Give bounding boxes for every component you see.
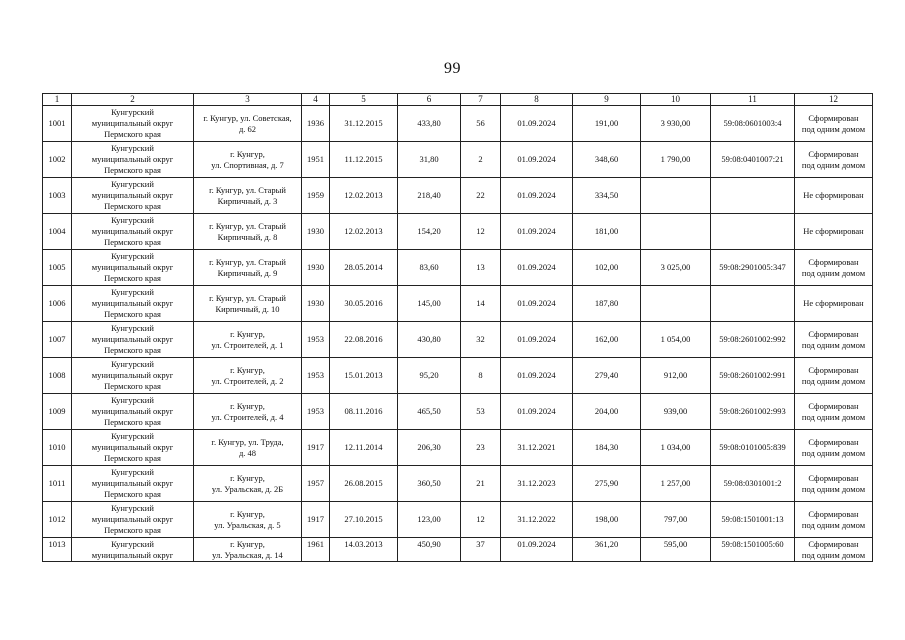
municipality-cell-line: муниципальный округ: [91, 226, 174, 236]
cadastral-number-cell: 59:08:0301001:2: [711, 466, 795, 502]
row-number: 1008: [43, 358, 72, 394]
municipality-cell: [72, 538, 194, 562]
cadastral-number-cell: [711, 178, 795, 214]
municipality-cell-line: Кунгурский: [111, 107, 154, 117]
land-area-cell: [641, 178, 711, 214]
address-cell: [194, 106, 302, 142]
address-cell-line: ул. Строителей, д. 1: [211, 339, 284, 350]
municipality-cell-line: Пермского края: [104, 453, 161, 463]
municipality-cell: [72, 502, 194, 538]
row-number: 1012: [43, 502, 72, 538]
column-header: 9: [573, 94, 641, 106]
status-cell-line: Не сформирован: [803, 226, 864, 236]
count-cell: 22: [461, 178, 501, 214]
deadline-cell: 01.09.2024: [501, 286, 573, 322]
status-cell-line: под одним домом: [801, 483, 866, 494]
address-cell-line: Кирпичный, д. 8: [217, 231, 278, 242]
municipality-cell-line: Кунгурский: [111, 287, 154, 297]
address-cell: [194, 538, 302, 562]
year-cell: 1951: [302, 142, 330, 178]
address-cell: [194, 502, 302, 538]
status-cell-line: Сформирован: [808, 400, 859, 411]
cadastral-number-cell: 59:08:0401007:21: [711, 142, 795, 178]
area-cell: 465,50: [398, 394, 461, 430]
cadastral-number-cell: [711, 286, 795, 322]
date-cell: 14.03.2013: [330, 538, 398, 562]
value-cell: 361,20: [573, 538, 641, 562]
date-cell: 26.08.2015: [330, 466, 398, 502]
date-cell: 30.05.2016: [330, 286, 398, 322]
municipality-cell-line: муниципальный округ: [91, 550, 174, 560]
municipality-cell-line: Пермского края: [104, 165, 161, 175]
address-cell-line: г. Кунгур,: [230, 364, 265, 375]
status-cell: [795, 394, 873, 430]
status-cell: [795, 502, 873, 538]
status-cell-line: Сформирован: [808, 436, 859, 447]
date-cell: 15.01.2013: [330, 358, 398, 394]
status-cell-line: Сформирован: [808, 539, 859, 549]
year-cell: 1959: [302, 178, 330, 214]
deadline-cell: 01.09.2024: [501, 250, 573, 286]
deadline-cell: 31.12.2021: [501, 430, 573, 466]
table-row: [43, 394, 873, 430]
year-cell: 1961: [302, 538, 330, 562]
address-cell-line: г. Кунгур, ул. Старый: [209, 184, 286, 195]
area-cell: 360,50: [398, 466, 461, 502]
count-cell: 32: [461, 322, 501, 358]
area-cell: 206,30: [398, 430, 461, 466]
address-cell-line: г. Кунгур,: [230, 472, 265, 483]
area-cell: 430,80: [398, 322, 461, 358]
municipality-cell-line: Пермского края: [104, 489, 161, 499]
count-cell: 53: [461, 394, 501, 430]
count-cell: 21: [461, 466, 501, 502]
municipality-cell-line: Кунгурский: [111, 179, 154, 189]
municipality-cell-line: Кунгурский: [111, 431, 154, 441]
municipality-cell-line: Кунгурский: [111, 215, 154, 225]
municipality-cell-line: Пермского края: [104, 201, 161, 211]
land-area-cell: 3 025,00: [641, 250, 711, 286]
address-cell-line: г. Кунгур,: [230, 400, 265, 411]
municipality-cell-line: Пермского края: [104, 309, 161, 319]
municipality-cell-line: муниципальный округ: [91, 262, 174, 272]
year-cell: 1930: [302, 250, 330, 286]
area-cell: 145,00: [398, 286, 461, 322]
address-cell: [194, 466, 302, 502]
address-cell: [194, 430, 302, 466]
table-row: [43, 358, 873, 394]
land-area-cell: 1 054,00: [641, 322, 711, 358]
status-cell-line: под одним домом: [801, 411, 866, 422]
count-cell: 13: [461, 250, 501, 286]
count-cell: 12: [461, 214, 501, 250]
address-cell-line: ул. Спортивная, д. 7: [211, 159, 284, 170]
deadline-cell: 01.09.2024: [501, 214, 573, 250]
row-number: 1004: [43, 214, 72, 250]
address-cell: [194, 394, 302, 430]
table-row: [43, 178, 873, 214]
date-cell: 12.02.2013: [330, 178, 398, 214]
municipality-cell-line: Кунгурский: [111, 467, 154, 477]
status-cell-line: Сформирован: [808, 364, 859, 375]
date-cell: 08.11.2016: [330, 394, 398, 430]
deadline-cell: 31.12.2023: [501, 466, 573, 502]
deadline-cell: 01.09.2024: [501, 106, 573, 142]
row-number: 1001: [43, 106, 72, 142]
value-cell: 275,90: [573, 466, 641, 502]
municipality-cell-line: муниципальный округ: [91, 118, 174, 128]
column-header: 6: [398, 94, 461, 106]
status-cell-line: под одним домом: [801, 123, 866, 134]
status-cell-line: Не сформирован: [803, 298, 864, 308]
row-number: 1005: [43, 250, 72, 286]
table-row: [43, 142, 873, 178]
area-cell: 450,90: [398, 538, 461, 562]
page-number: 99: [444, 60, 461, 77]
municipality-cell: [72, 394, 194, 430]
status-cell-line: Сформирован: [808, 148, 859, 159]
value-cell: 198,00: [573, 502, 641, 538]
municipality-cell: [72, 466, 194, 502]
address-cell-line: Кирпичный, д. 10: [215, 303, 280, 314]
column-header: 5: [330, 94, 398, 106]
cadastral-number-cell: 59:08:2601002:993: [711, 394, 795, 430]
value-cell: 279,40: [573, 358, 641, 394]
column-header: 8: [501, 94, 573, 106]
date-cell: 28.05.2014: [330, 250, 398, 286]
municipality-cell-line: муниципальный округ: [91, 298, 174, 308]
municipality-cell: [72, 430, 194, 466]
municipality-cell-line: муниципальный округ: [91, 334, 174, 344]
year-cell: 1936: [302, 106, 330, 142]
table-row: [43, 106, 873, 142]
status-cell: [795, 430, 873, 466]
cadastral-number-cell: 59:08:1501001:13: [711, 502, 795, 538]
address-cell-line: ул. Строителей, д. 4: [211, 411, 284, 422]
column-header: 1: [43, 94, 72, 106]
status-cell-line: Сформирован: [808, 256, 859, 267]
municipality-cell: [72, 358, 194, 394]
municipality-cell-line: Кунгурский: [111, 359, 154, 369]
year-cell: 1953: [302, 322, 330, 358]
address-cell-line: г. Кунгур,: [230, 328, 265, 339]
cadastral-number-cell: [711, 214, 795, 250]
status-cell: [795, 250, 873, 286]
land-area-cell: 595,00: [641, 538, 711, 562]
status-cell: [795, 322, 873, 358]
row-number: 1003: [43, 178, 72, 214]
municipality-cell-line: Пермского края: [104, 345, 161, 355]
deadline-cell: 01.09.2024: [501, 142, 573, 178]
municipality-cell-line: Пермского края: [104, 525, 161, 535]
year-cell: 1953: [302, 358, 330, 394]
table-row: [43, 250, 873, 286]
row-number: 1013: [43, 538, 72, 562]
count-cell: 12: [461, 502, 501, 538]
address-cell-line: д. 48: [238, 447, 257, 458]
table-row: [43, 322, 873, 358]
column-header: 12: [795, 94, 873, 106]
status-cell-line: под одним домом: [801, 339, 866, 350]
address-cell-line: г. Кунгур, ул. Старый: [209, 256, 286, 267]
status-cell-line: под одним домом: [801, 447, 866, 458]
address-cell-line: г. Кунгур,: [230, 148, 265, 159]
municipality-cell: [72, 250, 194, 286]
deadline-cell: 01.09.2024: [501, 322, 573, 358]
address-cell-line: ул. Уральская, д. 5: [214, 519, 281, 530]
date-cell: 27.10.2015: [330, 502, 398, 538]
register-table: [42, 93, 873, 562]
land-area-cell: 939,00: [641, 394, 711, 430]
table-row: [43, 214, 873, 250]
municipality-cell-line: муниципальный округ: [91, 370, 174, 380]
deadline-cell: 01.09.2024: [501, 178, 573, 214]
count-cell: 56: [461, 106, 501, 142]
cadastral-number-cell: 59:08:0601003:4: [711, 106, 795, 142]
table-row: [43, 502, 873, 538]
municipality-cell-line: Пермского края: [104, 381, 161, 391]
municipality-cell: [72, 214, 194, 250]
area-cell: 123,00: [398, 502, 461, 538]
municipality-cell-line: муниципальный округ: [91, 190, 174, 200]
year-cell: 1957: [302, 466, 330, 502]
row-number: 1011: [43, 466, 72, 502]
address-cell-line: г. Кунгур,: [230, 508, 265, 519]
municipality-cell-line: муниципальный округ: [91, 478, 174, 488]
municipality-cell-line: муниципальный округ: [91, 442, 174, 452]
header-row: [43, 94, 873, 106]
count-cell: 8: [461, 358, 501, 394]
value-cell: 162,00: [573, 322, 641, 358]
value-cell: 181,00: [573, 214, 641, 250]
count-cell: 14: [461, 286, 501, 322]
land-area-cell: 1 034,00: [641, 430, 711, 466]
land-area-cell: 912,00: [641, 358, 711, 394]
date-cell: 31.12.2015: [330, 106, 398, 142]
municipality-cell-line: Кунгурский: [111, 323, 154, 333]
status-cell: [795, 106, 873, 142]
cadastral-number-cell: 59:08:1501005:60: [711, 538, 795, 562]
area-cell: 218,40: [398, 178, 461, 214]
column-header: 2: [72, 94, 194, 106]
count-cell: 23: [461, 430, 501, 466]
municipality-cell-line: муниципальный округ: [91, 406, 174, 416]
value-cell: 348,60: [573, 142, 641, 178]
municipality-cell-line: Пермского края: [104, 417, 161, 427]
status-cell-line: Сформирован: [808, 328, 859, 339]
status-cell-line: под одним домом: [801, 550, 866, 560]
area-cell: 83,60: [398, 250, 461, 286]
status-cell-line: Не сформирован: [803, 190, 864, 200]
land-area-cell: 797,00: [641, 502, 711, 538]
column-header: 3: [194, 94, 302, 106]
table-row: [43, 538, 873, 562]
municipality-cell-line: Кунгурский: [111, 251, 154, 261]
cadastral-number-cell: 59:08:2601002:992: [711, 322, 795, 358]
address-cell: [194, 142, 302, 178]
municipality-cell: [72, 106, 194, 142]
value-cell: 187,80: [573, 286, 641, 322]
status-cell-line: под одним домом: [801, 375, 866, 386]
area-cell: 31,80: [398, 142, 461, 178]
municipality-cell-line: муниципальный округ: [91, 514, 174, 524]
year-cell: 1917: [302, 502, 330, 538]
municipality-cell-line: Кунгурский: [111, 539, 154, 549]
address-cell-line: г. Кунгур, ул. Советская,: [203, 112, 292, 123]
column-header: 7: [461, 94, 501, 106]
address-cell: [194, 322, 302, 358]
municipality-cell: [72, 142, 194, 178]
row-number: 1007: [43, 322, 72, 358]
deadline-cell: 01.09.2024: [501, 358, 573, 394]
municipality-cell: [72, 286, 194, 322]
municipality-cell-line: Пермского края: [104, 237, 161, 247]
status-cell: [795, 142, 873, 178]
status-cell-line: под одним домом: [801, 267, 866, 278]
address-cell: [194, 358, 302, 394]
municipality-cell: [72, 178, 194, 214]
year-cell: 1917: [302, 430, 330, 466]
deadline-cell: 01.09.2024: [501, 394, 573, 430]
municipality-cell-line: Пермского края: [104, 273, 161, 283]
status-cell: [795, 466, 873, 502]
status-cell-line: Сформирован: [808, 508, 859, 519]
value-cell: 334,50: [573, 178, 641, 214]
table-row: [43, 466, 873, 502]
address-cell-line: ул. Уральская, д. 2Б: [211, 483, 284, 494]
address-cell-line: ул. Строителей, д. 2: [211, 375, 284, 386]
land-area-cell: [641, 286, 711, 322]
address-cell-line: Кирпичный, д. 3: [217, 195, 278, 206]
status-cell: [795, 538, 873, 562]
address-cell-line: г. Кунгур, ул. Труда,: [211, 436, 284, 447]
table-row: [43, 430, 873, 466]
row-number: 1006: [43, 286, 72, 322]
address-cell-line: г. Кунгур,: [230, 539, 265, 549]
cadastral-number-cell: 59:08:2601002:991: [711, 358, 795, 394]
address-cell: [194, 286, 302, 322]
date-cell: 12.02.2013: [330, 214, 398, 250]
count-cell: 2: [461, 142, 501, 178]
table-row: [43, 286, 873, 322]
address-cell-line: ул. Уральская, д. 14: [212, 550, 283, 560]
status-cell: [795, 178, 873, 214]
municipality-cell-line: Кунгурский: [111, 143, 154, 153]
municipality-cell: [72, 322, 194, 358]
value-cell: 204,00: [573, 394, 641, 430]
municipality-cell-line: муниципальный округ: [91, 154, 174, 164]
status-cell-line: под одним домом: [801, 519, 866, 530]
municipality-cell-line: Кунгурский: [111, 395, 154, 405]
year-cell: 1953: [302, 394, 330, 430]
row-number: 1009: [43, 394, 72, 430]
status-cell: [795, 286, 873, 322]
municipality-cell-line: Пермского края: [104, 129, 161, 139]
status-cell-line: Сформирован: [808, 472, 859, 483]
address-cell-line: д. 62: [238, 123, 257, 134]
municipality-cell-line: Кунгурский: [111, 503, 154, 513]
deadline-cell: 01.09.2024: [501, 538, 573, 562]
column-header: 10: [641, 94, 711, 106]
row-number: 1010: [43, 430, 72, 466]
address-cell: [194, 178, 302, 214]
status-cell: [795, 214, 873, 250]
address-cell: [194, 250, 302, 286]
address-cell-line: г. Кунгур, ул. Старый: [209, 292, 286, 303]
address-cell-line: Кирпичный, д. 9: [217, 267, 278, 278]
value-cell: 102,00: [573, 250, 641, 286]
land-area-cell: 3 930,00: [641, 106, 711, 142]
row-number: 1002: [43, 142, 72, 178]
column-header: 4: [302, 94, 330, 106]
year-cell: 1930: [302, 214, 330, 250]
area-cell: 433,80: [398, 106, 461, 142]
land-area-cell: 1 790,00: [641, 142, 711, 178]
value-cell: 191,00: [573, 106, 641, 142]
deadline-cell: 31.12.2022: [501, 502, 573, 538]
area-cell: 154,20: [398, 214, 461, 250]
land-area-cell: 1 257,00: [641, 466, 711, 502]
year-cell: 1930: [302, 286, 330, 322]
address-cell: [194, 214, 302, 250]
status-cell-line: под одним домом: [801, 159, 866, 170]
column-header: 11: [711, 94, 795, 106]
date-cell: 12.11.2014: [330, 430, 398, 466]
cadastral-number-cell: 59:08:0101005:839: [711, 430, 795, 466]
value-cell: 184,30: [573, 430, 641, 466]
status-cell: [795, 358, 873, 394]
count-cell: 37: [461, 538, 501, 562]
date-cell: 22.08.2016: [330, 322, 398, 358]
area-cell: 95,20: [398, 358, 461, 394]
address-cell-line: г. Кунгур, ул. Старый: [209, 220, 286, 231]
status-cell-line: Сформирован: [808, 112, 859, 123]
land-area-cell: [641, 214, 711, 250]
date-cell: 11.12.2015: [330, 142, 398, 178]
cadastral-number-cell: 59:08:2901005:347: [711, 250, 795, 286]
